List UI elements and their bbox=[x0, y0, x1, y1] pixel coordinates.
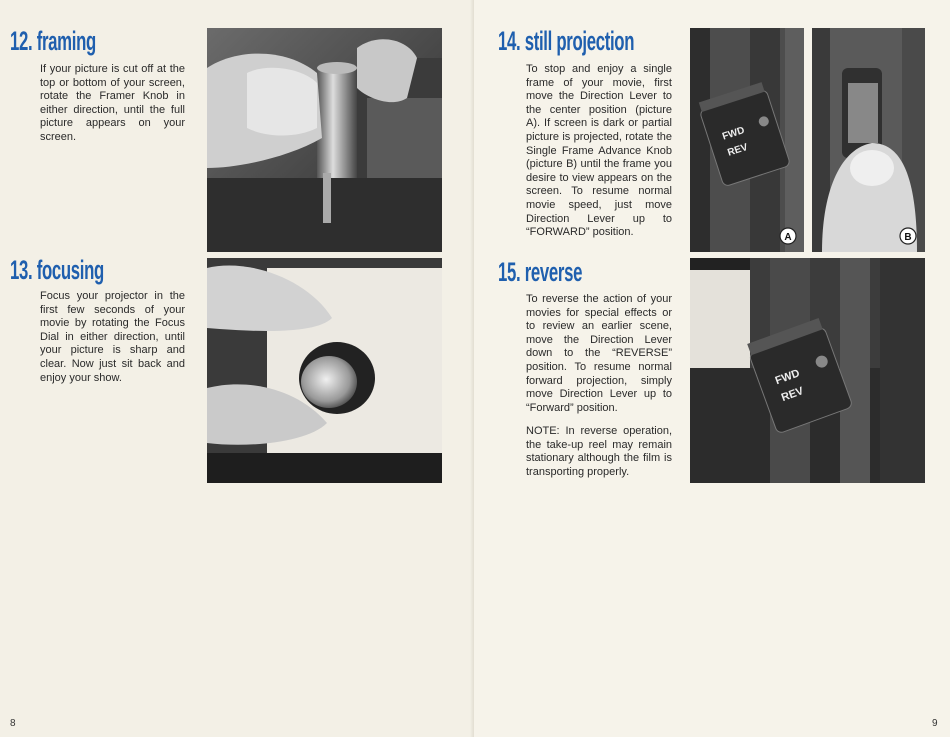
section-title: reverse bbox=[524, 257, 583, 287]
section-number: 13. bbox=[10, 255, 33, 285]
lever-fwd-label: FWD bbox=[773, 367, 802, 388]
single-frame-knob-photo-b bbox=[812, 28, 925, 252]
right-page bbox=[474, 0, 950, 737]
picture-b-label: B bbox=[904, 232, 912, 243]
reverse-lever-photo bbox=[690, 258, 925, 483]
section-number: 14. bbox=[498, 26, 521, 56]
lever-rev-label: REV bbox=[726, 141, 750, 159]
still-projection-text: To stop and enjoy a single frame of your movie, first move the Direction Lever to the center position (picture A). If screen is dark or partial picture is projected, rotate the Single Frame Advance Knob (picture B) until the frame you desire to view appears on the screen. To resume normal movie speed, just move Direction Lever up to “FORWARD” position. bbox=[526, 63, 672, 239]
direction-lever-photo-a bbox=[690, 28, 804, 252]
heading-still-projection bbox=[498, 26, 634, 57]
left-page bbox=[0, 0, 474, 737]
section-title: still projection bbox=[524, 26, 635, 56]
section-title: framing bbox=[36, 26, 96, 56]
heading-focusing bbox=[10, 255, 104, 286]
reverse-note: NOTE: In reverse operation, the take-up reel may remain stationary although the film is transporting properly. bbox=[526, 425, 672, 478]
section-number: 12. bbox=[10, 26, 33, 56]
heading-reverse bbox=[498, 257, 582, 288]
page-number-right: 9 bbox=[932, 718, 938, 729]
reverse-text: To reverse the action of your movies for special effects or to review an earlier scene, move the Direction Lever down to the “REVERSE” position. To resume normal forward projection, simply move Direction Lever up to “Forward” position. bbox=[526, 293, 672, 414]
heading-framing bbox=[10, 26, 96, 57]
picture-a-label: A bbox=[784, 232, 792, 243]
page-number-left: 8 bbox=[10, 718, 16, 729]
section-title: focusing bbox=[36, 255, 104, 285]
framer-knob-photo bbox=[207, 28, 442, 252]
lever-fwd-label: FWD bbox=[721, 125, 747, 143]
focus-dial-photo bbox=[207, 258, 442, 483]
lever-rev-label: REV bbox=[779, 385, 806, 405]
section-number: 15. bbox=[498, 257, 521, 287]
framing-text: If your picture is cut off at the top or bottom of your screen, rotate the Framer Knob in either direction, until the full picture appears on your screen. bbox=[40, 63, 185, 143]
focusing-text: Focus your projector in the first few seconds of your movie by rotating the Focus Dial in either direction, until your picture is sharp and clear. Now just sit back and enjoy your show. bbox=[40, 290, 185, 384]
